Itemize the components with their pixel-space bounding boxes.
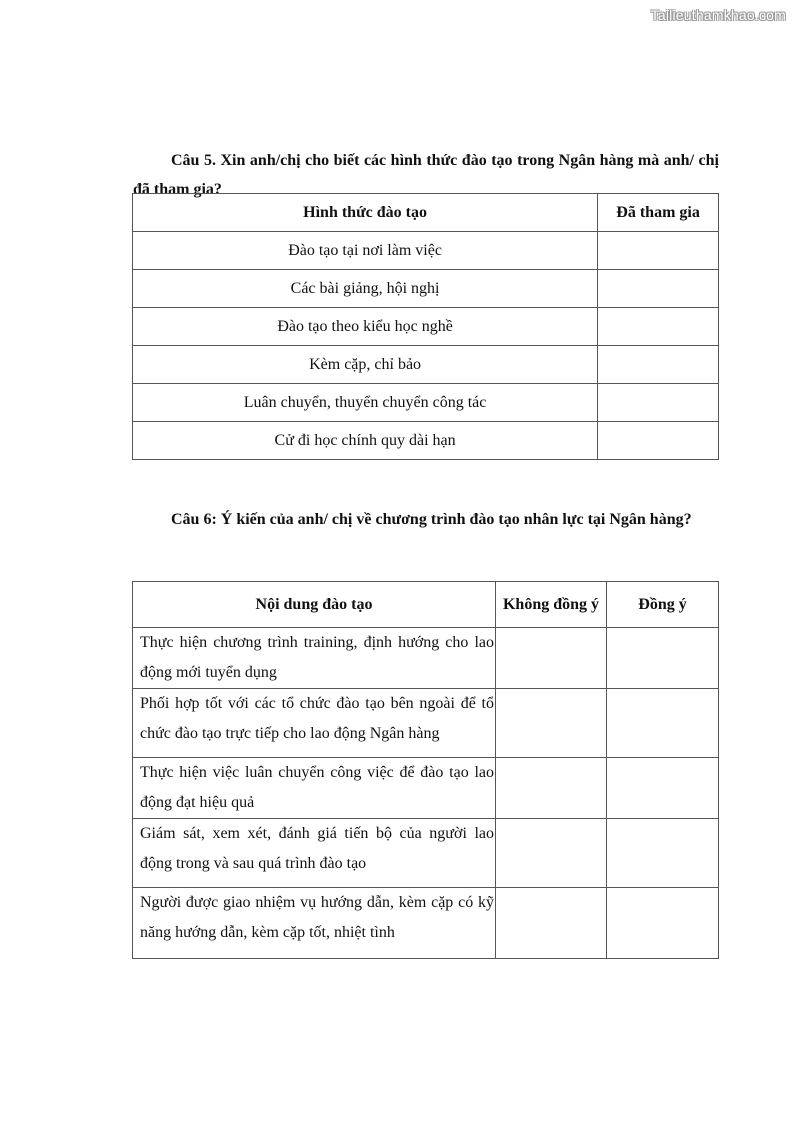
header-training-form: Hình thức đào tạo <box>133 194 598 232</box>
participated-checkbox-cell[interactable] <box>598 384 719 422</box>
disagree-checkbox-cell[interactable] <box>496 758 607 819</box>
table-row <box>133 689 719 758</box>
agree-checkbox-cell[interactable] <box>607 758 719 819</box>
training-content-cell: Người được giao nhiệm vụ hướng dẫn, kèm cặp có kỹ năng hướng dẫn, kèm cặp tốt, nhiệt tình <box>133 888 496 959</box>
training-form-cell: Kèm cặp, chỉ bảo <box>133 346 598 384</box>
training-content-cell: Phối hợp tốt với các tổ chức đào tạo bên ngoài để tổ chức đào tạo trực tiếp cho lao động Ngân hàng <box>133 689 496 758</box>
table-header-row <box>133 582 719 628</box>
participated-checkbox-cell[interactable] <box>598 422 719 460</box>
participated-checkbox-cell[interactable] <box>598 270 719 308</box>
question-6-text: Câu 6: Ý kiến của anh/ chị về chương trình đào tạo nhân lực tại Ngân hàng? <box>171 511 692 528</box>
training-content-cell: Thực hiện chương trình training, định hướng cho lao động mới tuyển dụng <box>133 628 496 689</box>
table-row <box>133 758 719 819</box>
agree-checkbox-cell[interactable] <box>607 888 719 959</box>
table-row <box>133 232 719 270</box>
training-opinion-table <box>132 581 719 959</box>
question-5-text: Câu 5. Xin anh/chị cho biết các hình thức đào tạo trong Ngân hàng mà anh/ chị đã tham gia? <box>133 152 719 198</box>
table-row <box>133 270 719 308</box>
header-disagree: Không đồng ý <box>496 582 607 628</box>
table-header-row <box>133 194 719 232</box>
table-row <box>133 888 719 959</box>
agree-checkbox-cell[interactable] <box>607 819 719 888</box>
training-content-cell: Thực hiện việc luân chuyển công việc để đào tạo lao động đạt hiệu quả <box>133 758 496 819</box>
training-form-cell: Đào tạo tại nơi làm việc <box>133 232 598 270</box>
agree-checkbox-cell[interactable] <box>607 689 719 758</box>
participated-checkbox-cell[interactable] <box>598 346 719 384</box>
table-row <box>133 422 719 460</box>
table-row <box>133 628 719 689</box>
table-row <box>133 346 719 384</box>
header-training-content: Nội dung đào tạo <box>133 582 496 628</box>
disagree-checkbox-cell[interactable] <box>496 819 607 888</box>
participated-checkbox-cell[interactable] <box>598 308 719 346</box>
training-form-cell: Cử đi học chính quy dài hạn <box>133 422 598 460</box>
watermark: Tailieuthamkhao.com <box>650 7 786 23</box>
table-row <box>133 384 719 422</box>
participated-checkbox-cell[interactable] <box>598 232 719 270</box>
agree-checkbox-cell[interactable] <box>607 628 719 689</box>
header-participated: Đã tham gia <box>598 194 719 232</box>
training-content-cell: Giám sát, xem xét, đánh giá tiến bộ của người lao động trong và sau quá trình đào tạo <box>133 819 496 888</box>
disagree-checkbox-cell[interactable] <box>496 888 607 959</box>
table-row <box>133 308 719 346</box>
training-forms-table <box>132 193 719 460</box>
header-agree: Đồng ý <box>607 582 719 628</box>
table-row <box>133 819 719 888</box>
disagree-checkbox-cell[interactable] <box>496 628 607 689</box>
training-form-cell: Đào tạo theo kiểu học nghề <box>133 308 598 346</box>
training-form-cell: Luân chuyển, thuyển chuyển công tác <box>133 384 598 422</box>
disagree-checkbox-cell[interactable] <box>496 689 607 758</box>
training-form-cell: Các bài giảng, hội nghị <box>133 270 598 308</box>
